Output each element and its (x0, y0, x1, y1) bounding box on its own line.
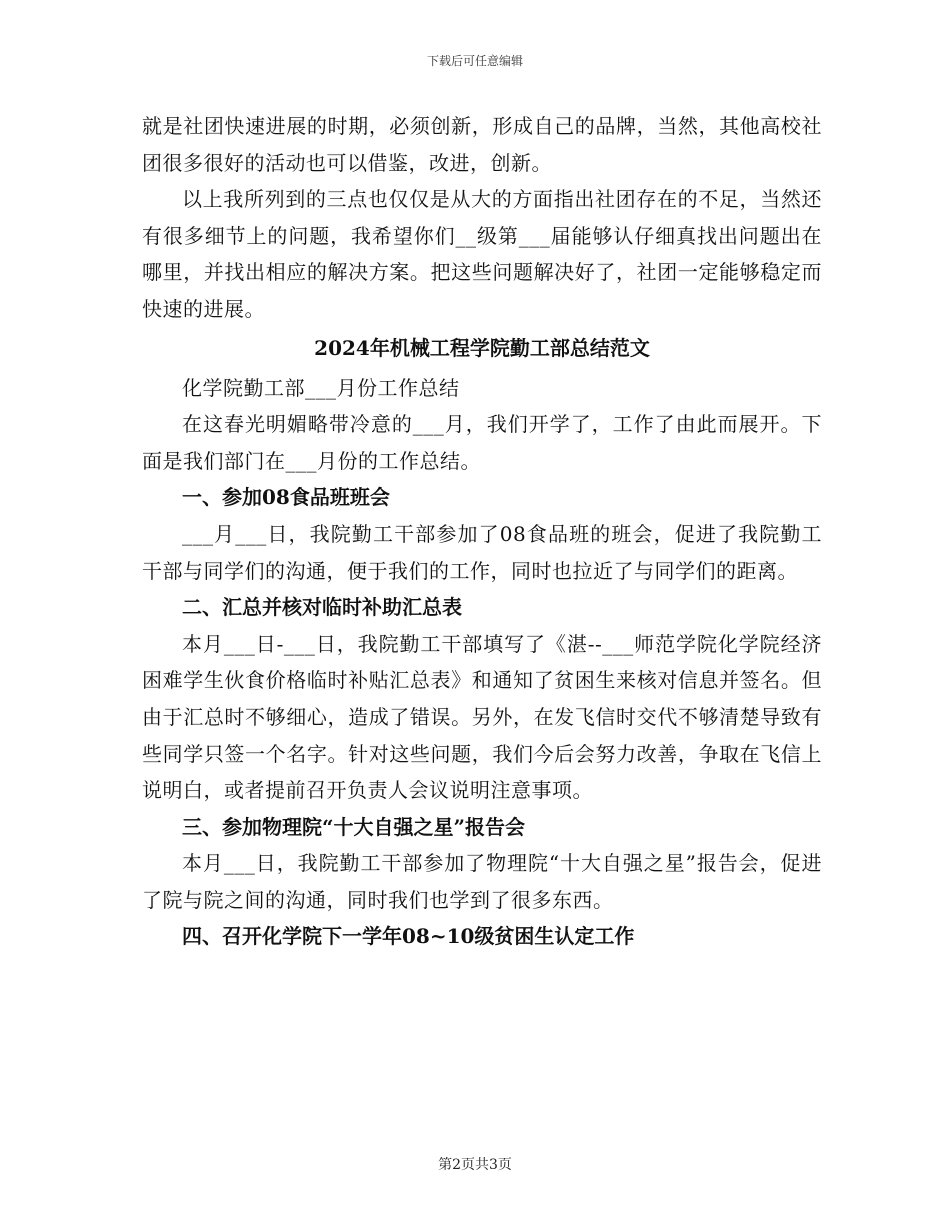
section-1-text: ___月___日，我院勤工干部参加了08食品班的班会，促进了我院勤工干部与同学们的沟通，便于我们的工作，同时也拉近了与同学们的距离。 (142, 521, 822, 583)
section-2-text: 本月___日-___日，我院勤工干部填写了《湛--___师范学院化学院经济困难学生伙食价格临时补贴汇总表》和通知了贫困生来核对信息并签名。但由于汇总时不够细心，造成了错误。另外，在发飞信时交代不够清楚导致有些同学只签一个名字。针对这些问题，我们今后会努力改善，争取在飞信上说明白，或者提前召开负责人会议说明注意事项。 (142, 631, 822, 803)
paragraph-continued: 就是社团快速进展的时期，必须创新，形成自己的品牌，当然，其他高校社团很多很好的活动也可以借鉴，改进，创新。 (142, 114, 822, 175)
section-4-heading: 四、召开化学院下一学年08~10级贫困生认定工作 (182, 924, 635, 949)
paragraph-summary: 以上我所列到的三点也仅仅是从大的方面指出社团存在的不足，当然还有很多细节上的问题，我希望你们__级第___届能够认仔细真找出问题出在哪里，并找出相应的解决方案。把这些问题解决好了，社团一定能够稳定而快速的进展。 (142, 187, 822, 321)
paragraph-intro-1: 化学院勤工部___月份工作总结 (182, 375, 460, 400)
page-footer: 第2页共3页 (438, 1157, 512, 1173)
document-title: 2024年机械工程学院勤工部总结范文 (314, 335, 650, 360)
page-header: 下载后可任意编辑 (426, 54, 523, 68)
section-3-text: 本月___日，我院勤工干部参加了物理院“十大自强之星”报告会，促进了院与院之间的沟通，同时我们也学到了很多东西。 (142, 851, 822, 912)
section-1-heading: 一、参加08食品班班会 (182, 485, 390, 510)
section-3-heading: 三、参加物理院“十大自强之星”报告会 (182, 814, 526, 839)
paragraph-intro-2: 在这春光明媚略带冷意的___月，我们开学了，工作了由此而展开。下面是我们部门在___月份的工作总结。 (142, 412, 822, 473)
section-2-heading: 二、汇总并核对临时补助汇总表 (182, 595, 462, 620)
document-body (142, 108, 822, 955)
